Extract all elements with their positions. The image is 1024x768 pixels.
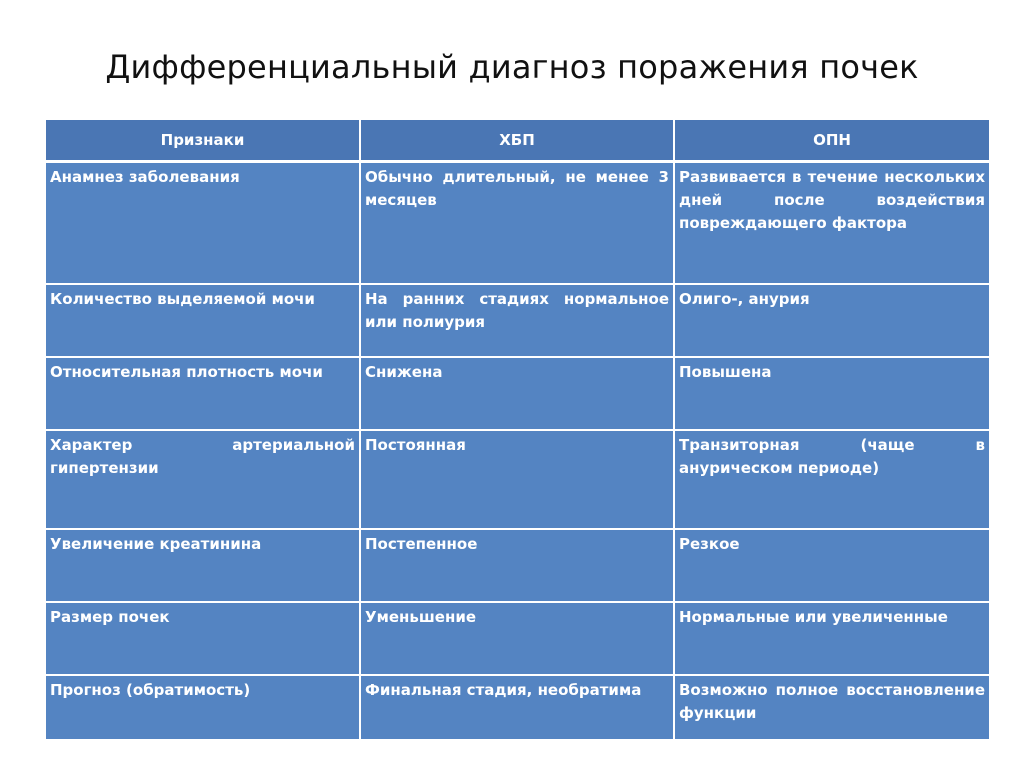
- row-ckd-value: Постоянная: [360, 430, 674, 529]
- row-aki-value: Возможно полное восстановление функции: [674, 675, 990, 740]
- row-ckd-value: Постепенное: [360, 529, 674, 602]
- table-row: [45, 162, 990, 285]
- table-row: [45, 675, 990, 740]
- table-row: [45, 357, 990, 430]
- row-sign: Количество выделяемой мочи: [45, 284, 360, 357]
- row-aki-value: Развивается в течение нескольких дней после воздействия повреждающего фактора: [674, 162, 990, 285]
- row-sign: Характер артериальной гипертензии: [45, 430, 360, 529]
- row-aki-value: Нормальные или увеличенные: [674, 602, 990, 675]
- row-sign: Размер почек: [45, 602, 360, 675]
- row-ckd-value: Обычно длительный, не менее 3 месяцев: [360, 162, 674, 285]
- table-row: [45, 529, 990, 602]
- header-aki: ОПН: [674, 119, 990, 162]
- row-ckd-value: Уменьшение: [360, 602, 674, 675]
- row-sign: Увеличение креатинина: [45, 529, 360, 602]
- row-sign: Анамнез заболевания: [45, 162, 360, 285]
- row-sign: Прогноз (обратимость): [45, 675, 360, 740]
- comparison-table: [44, 118, 991, 741]
- row-ckd-value: Финальная стадия, необратима: [360, 675, 674, 740]
- row-aki-value: Транзиторная (чаще в анурическом периоде): [674, 430, 990, 529]
- row-aki-value: Олиго-, анурия: [674, 284, 990, 357]
- row-aki-value: Резкое: [674, 529, 990, 602]
- row-aki-value: Повышена: [674, 357, 990, 430]
- header-ckd: ХБП: [360, 119, 674, 162]
- row-ckd-value: Снижена: [360, 357, 674, 430]
- row-sign: Относительная плотность мочи: [45, 357, 360, 430]
- table-row: [45, 430, 990, 529]
- row-ckd-value: На ранних стадиях нормальное или полиурия: [360, 284, 674, 357]
- table-header-row: [45, 119, 990, 162]
- table-row: [45, 602, 990, 675]
- header-signs: Признаки: [45, 119, 360, 162]
- comparison-table-container: [44, 118, 989, 738]
- slide-title: Дифференциальный диагноз поражения почек: [105, 48, 919, 86]
- table-row: [45, 284, 990, 357]
